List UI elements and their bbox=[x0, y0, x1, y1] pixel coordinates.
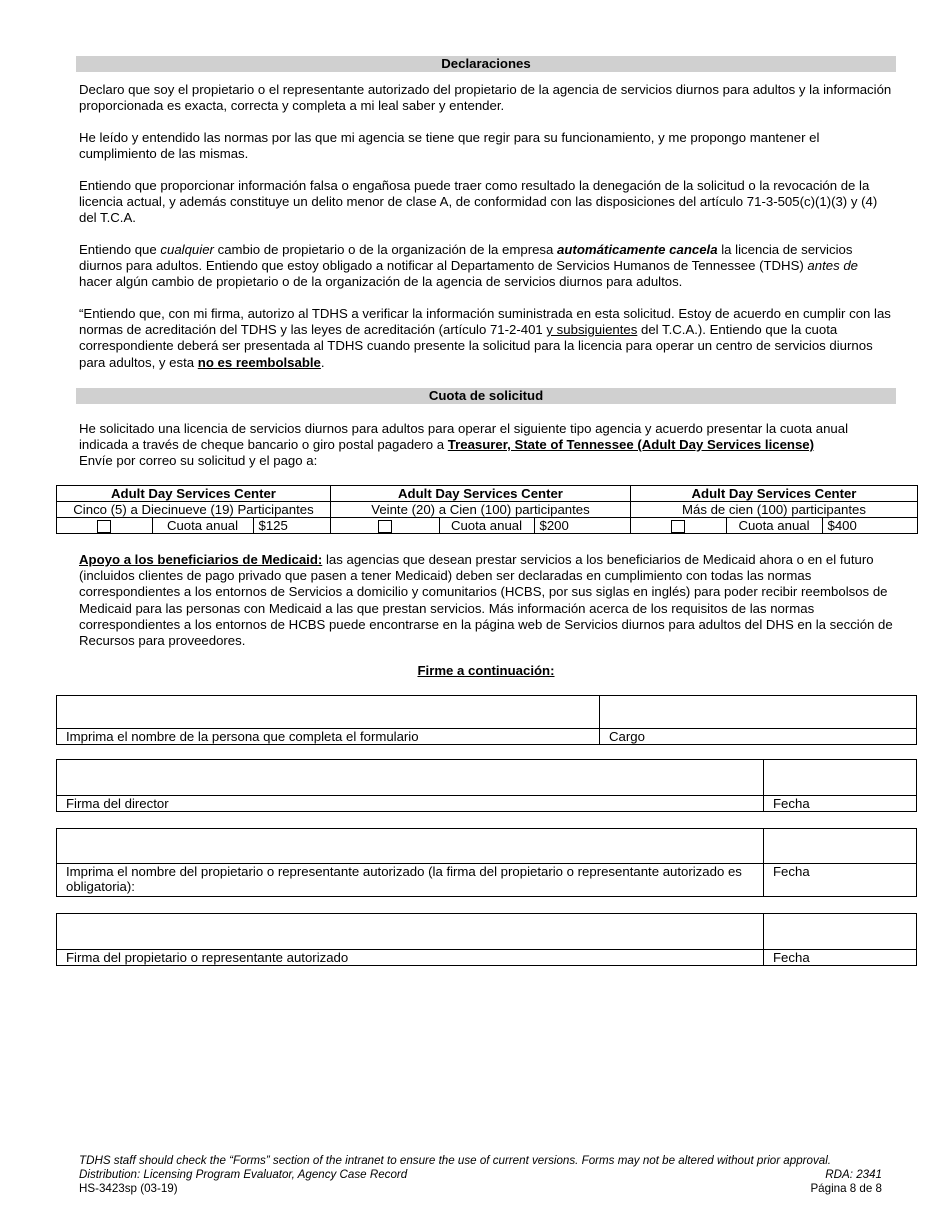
signature-heading: Firme a continuación: bbox=[417, 663, 555, 678]
date-label: Fecha bbox=[764, 864, 917, 897]
fee-label: Cuota anual bbox=[152, 518, 253, 533]
checkbox-icon[interactable] bbox=[378, 520, 392, 533]
declaraciones-heading: Declaraciones bbox=[76, 56, 896, 72]
preparer-block bbox=[56, 695, 917, 745]
date-label: Fecha bbox=[764, 950, 917, 966]
fee-option-title: Adult Day Services Center bbox=[331, 486, 631, 502]
date-label: Fecha bbox=[764, 796, 917, 812]
preparer-name-field[interactable] bbox=[57, 696, 600, 729]
medicaid-paragraph: Apoyo a los beneficiarios de Medicaid: las agencias que desean prestar servicios a los beneficiarios de Medicaid ahora o en el futuro (incluidos clientes de pago privado que pasen a tener Medicaid) deben ser declaradas en cumplimiento con todas las normas correspondientes a los entornos de Servicios a domicilio y comunitarios (HCBS, por sus siglas en inglés) para poder recibir reembolsos de Medicaid para las personas con Medicaid a las que prestan servicios. Más información acerca de los requisitos de las normas correspondientes a los entornos de HCBS puede encontrarse en la página web de Servicios diurnos para adultos del DHS en la sección de Recursos para proveedores. bbox=[79, 552, 893, 649]
fee-amount: $125 bbox=[253, 518, 330, 533]
fee-option-range: Veinte (20) a Cien (100) participantes bbox=[331, 502, 631, 518]
owner-signature-date-field[interactable] bbox=[764, 914, 917, 950]
owner-name-block bbox=[56, 828, 917, 897]
fee-table bbox=[56, 485, 918, 534]
checkbox-icon[interactable] bbox=[97, 520, 111, 533]
owner-signature-block bbox=[56, 913, 917, 966]
owner-name-label: Imprima el nombre del propietario o representante autorizado (la firma del propietario o representante autorizado es obligatoria): bbox=[57, 864, 764, 897]
fee-option-range: Más de cien (100) participantes bbox=[631, 502, 918, 518]
fee-option-title: Adult Day Services Center bbox=[631, 486, 918, 502]
owner-signature-field[interactable] bbox=[57, 914, 764, 950]
fee-amount: $200 bbox=[534, 518, 630, 533]
footer-notice: TDHS staff should check the “Forms” section of the intranet to ensure the use of current versions. Forms may not be altered without prior approval. bbox=[79, 1154, 832, 1167]
declaration-paragraph-1: Declaro que soy el propietario o el representante autorizado del propietario de la agencia de servicios diurnos para adultos y la información proporcionada es exacta, correcta y completa a mi leal saber y entender. bbox=[79, 82, 892, 114]
distribution: Distribution: Licensing Program Evaluator, Agency Case Record bbox=[79, 1168, 408, 1181]
rda-number: RDA: 2341 bbox=[825, 1168, 882, 1181]
title-field[interactable] bbox=[600, 696, 917, 729]
fee-label: Cuota anual bbox=[726, 518, 822, 533]
director-block bbox=[56, 759, 917, 812]
declaration-paragraph-4: Entiendo que cualquier cambio de propietario o de la organización de la empresa automáticamente cancela la licencia de servicios diurnos para adultos. Entiendo que estoy obligado a notificar al Departamento de Servicios Humanos de Tennessee (TDHS) antes de hacer algún cambio de propietario o de la organización de la agencia de servicios diurnos para adultos. bbox=[79, 242, 859, 290]
owner-name-date-field[interactable] bbox=[764, 829, 917, 864]
declaration-paragraph-3: Entiendo que proporcionar información falsa o engañosa puede traer como resultado la denegación de la solicitud o la revocación de la licencia actual, y además constituye un delito menor de clase A, de conformidad con las disposiciones del artículo 71-3-505(c)(1)(3) y (4) del T.C.A. bbox=[79, 178, 878, 226]
fee-amount: $400 bbox=[822, 518, 917, 533]
page-number: Página 8 de 8 bbox=[810, 1182, 882, 1195]
director-signature-label: Firma del director bbox=[57, 796, 764, 812]
fee-option-checkbox[interactable] bbox=[631, 518, 726, 533]
fee-label: Cuota anual bbox=[439, 518, 534, 533]
fee-option-checkbox[interactable] bbox=[57, 518, 152, 533]
fee-option-checkbox[interactable] bbox=[331, 518, 439, 533]
declaration-paragraph-2: He leído y entendido las normas por las que mi agencia se tiene que regir para su funcionamiento, y me propongo mantener el cumplimiento de las mismas. bbox=[79, 130, 820, 162]
checkbox-icon[interactable] bbox=[671, 520, 685, 533]
cuota-heading: Cuota de solicitud bbox=[76, 388, 896, 404]
form-id: HS-3423sp (03-19) bbox=[79, 1182, 178, 1195]
preparer-name-label: Imprima el nombre de la persona que completa el formulario bbox=[57, 729, 600, 745]
fee-option-title: Adult Day Services Center bbox=[57, 486, 331, 502]
owner-signature-label: Firma del propietario o representante autorizado bbox=[57, 950, 764, 966]
director-signature-field[interactable] bbox=[57, 760, 764, 796]
cuota-intro: He solicitado una licencia de servicios diurnos para adultos para operar el siguiente tipo agencia y acuerdo presentar la cuota anual indicada a través de cheque bancario o giro postal pagadero a Treasurer, State of Tennessee (Adult Day Services license) Envíe por correo su solicitud y el pago a: bbox=[79, 421, 849, 469]
owner-name-field[interactable] bbox=[57, 829, 764, 864]
footer bbox=[79, 1154, 882, 1196]
director-date-field[interactable] bbox=[764, 760, 917, 796]
fee-option-range: Cinco (5) a Diecinueve (19) Participantes bbox=[57, 502, 331, 518]
title-label: Cargo bbox=[600, 729, 917, 745]
declaration-paragraph-5: “Entiendo que, con mi firma, autorizo al TDHS a verificar la información suministrada en esta solicitud. Estoy de acuerdo en cumplir con las normas de acreditación del TDHS y las leyes de acreditación (artículo 71-2-401 y subsiguientes del T.C.A.). Entiendo que la cuota correspondiente deberá ser presentada al TDHS cuando presente la solicitud para la licencia para operar un centro de servicios diurnos para adultos, y esta no es reembolsable. bbox=[79, 306, 891, 370]
